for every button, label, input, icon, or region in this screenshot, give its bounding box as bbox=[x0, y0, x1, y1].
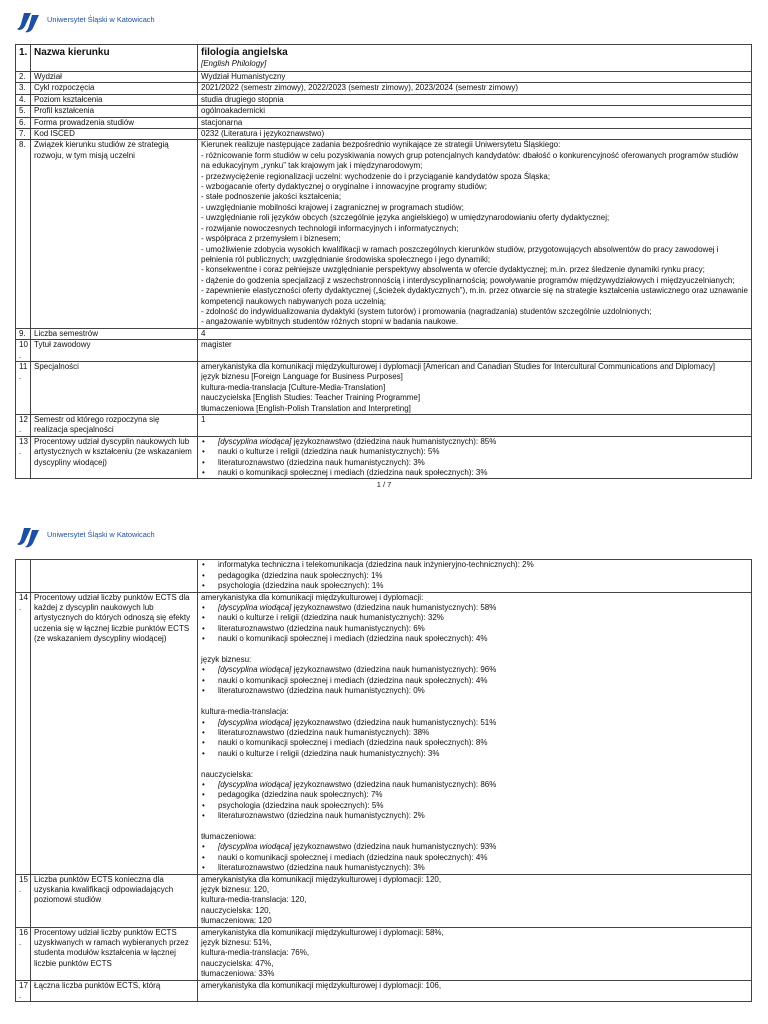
discipline-text: językoznawstwo (dziedzina nauk humanistycznych): 58% bbox=[291, 603, 497, 613]
strategy-line: - przezwyciężenie regionalizacji uczelni: wychodzenie do i przyciąganie kandydatów spoza Śląska; bbox=[201, 171, 551, 181]
discipline-text: literaturoznawstwo (dziedzina nauk humanistycznych): 38% bbox=[218, 727, 430, 737]
program-table-page-2 bbox=[15, 559, 752, 1002]
lead-discipline-tag: [dyscyplina wiodąca] bbox=[218, 603, 292, 613]
list-item bbox=[201, 749, 748, 759]
list-item bbox=[201, 842, 748, 852]
lead-discipline-tag: [dyscyplina wiodąca] bbox=[218, 842, 292, 852]
table-row bbox=[16, 83, 752, 94]
discipline-text: psychologia (dziedzina nauk społecznych): 5% bbox=[218, 800, 384, 810]
table-row bbox=[16, 328, 752, 339]
row-label: Procentowy udział liczby punktów ECTS uzyskiwanych w ramach wybieranych przez studenta modułów kształcenia w łącznej liczbie punktów ECTS bbox=[31, 927, 198, 980]
strategy-line: - dążenie do godzenia specjalizacji z wszechstronnością i interdyscyplinarnością; powoływanie programów międzywydziałowych i międzyuczelnianych; bbox=[201, 275, 735, 285]
list-item bbox=[201, 801, 748, 811]
university-logo-icon bbox=[16, 527, 40, 549]
program-name-cell bbox=[198, 45, 752, 72]
value-line: amerykanistyka dla komunikacji międzykulturowej i dyplomacji: 120, bbox=[201, 874, 442, 884]
page-number: 1 / 7 bbox=[376, 480, 392, 490]
table-row bbox=[16, 927, 752, 980]
discipline-text: językoznawstwo (dziedzina nauk humanistycznych): 85% bbox=[291, 436, 497, 446]
discipline-text: literaturoznawstwo (dziedzina nauk humanistycznych): 0% bbox=[218, 686, 425, 696]
table-row bbox=[16, 94, 752, 105]
page-header bbox=[0, 0, 768, 44]
row-value: magister bbox=[198, 340, 752, 362]
table-row bbox=[16, 140, 752, 328]
value-line: język biznesu: 51%, bbox=[201, 938, 272, 947]
group-title: amerykanistyka dla komunikacji międzykulturowej i dyplomacji: bbox=[201, 592, 424, 602]
table-row bbox=[16, 117, 752, 128]
row-value: 2021/2022 (semestr zimowy), 2022/2023 (semestr zimowy), 2023/2024 (semestr zimowy) bbox=[198, 83, 752, 94]
list-item bbox=[201, 738, 748, 748]
strategy-line: - współpraca z przemysłem i biznesem; bbox=[201, 234, 341, 244]
lead-discipline-tag: [dyscyplina wiodąca] bbox=[218, 436, 292, 446]
discipline-text: nauki o kulturze i religii (dziedzina nauk humanistycznych): 32% bbox=[218, 613, 444, 623]
list-item bbox=[201, 560, 748, 570]
row-label: Profil kształcenia bbox=[31, 106, 198, 117]
table-row bbox=[16, 415, 752, 437]
program-name-english: [English Philology] bbox=[201, 59, 267, 68]
discipline-text: literaturoznawstwo (dziedzina nauk humanistycznych): 3% bbox=[218, 863, 425, 873]
row-number: 4. bbox=[16, 94, 31, 105]
row-label: Forma prowadzenia studiów bbox=[31, 117, 198, 128]
value-line: tłumaczeniowa: 120 bbox=[201, 916, 272, 926]
table-row bbox=[16, 106, 752, 117]
list-item bbox=[201, 624, 748, 634]
strategy-line: - wzbogacanie oferty dydaktycznej o oryginalne i innowacyjne programy studiów; bbox=[201, 182, 487, 192]
table-row bbox=[16, 129, 752, 140]
specialization: tłumaczeniowa [English-Polish Translation and Interpreting] bbox=[201, 403, 411, 413]
row-number: 10. bbox=[16, 340, 31, 362]
discipline-text: nauki o komunikacji społecznej i mediach (dziedzina nauk społecznych): 3% bbox=[218, 468, 488, 478]
discipline-text: językoznawstwo (dziedzina nauk humanistycznych): 96% bbox=[291, 665, 497, 675]
strategy-line: - zapewnienie elastyczności oferty dydaktycznej („ścieżek dydaktycznych”), m.in. przez otwarcie się na strategie kształcenia ustawicznego oraz uznawanie kompetencji naukowych nabywanych poza uczelnią; bbox=[201, 286, 748, 306]
specialization: amerykanistyka dla komunikacji międzykulturowej i dyplomacji [American and Canadian Studies for Intercultural Communications and Diplomacy] bbox=[201, 361, 716, 371]
table-row bbox=[16, 436, 752, 479]
ects-totals bbox=[198, 874, 752, 927]
strategy-line: Kierunek realizuje następujące zadania bezpośrednio wynikające ze strategii Uniwersytetu Śląskiego: bbox=[201, 140, 561, 150]
table-row bbox=[16, 340, 752, 362]
table-row bbox=[16, 980, 752, 1002]
row-number: 17. bbox=[16, 980, 31, 1002]
page-header bbox=[0, 515, 768, 559]
strategy-line: - konsekwentne i coraz pełniejsze uwzględnianie perspektywy absolwenta w ofercie dydaktycznej; m.in. przez śledzenie dynamiki rynku pracy; bbox=[201, 265, 705, 275]
list-item bbox=[201, 447, 748, 457]
strategy-line: - uwzględnianie roli języków obcych (szczególnie języka angielskiego) w umiędzynarodowianiu oferty dydaktycznej; bbox=[201, 213, 610, 223]
strategy-line: - angażowanie wybitnych studentów różnych stopni w badania naukowe. bbox=[201, 317, 459, 327]
list-item bbox=[201, 728, 748, 738]
row-number: 2. bbox=[16, 72, 31, 83]
university-name: Uniwersytet Śląski w Katowicach bbox=[47, 530, 155, 540]
group-title: kultura-media-translacja: bbox=[201, 707, 289, 717]
row-value: 1 bbox=[198, 415, 752, 437]
disciplines-list-continued bbox=[198, 560, 752, 592]
discipline-text: pedagogika (dziedzina nauk społecznych): 7% bbox=[218, 790, 383, 800]
strategy-line: - uwzględnianie mobilności krajowej i zagranicznej w programach studiów; bbox=[201, 202, 464, 212]
lead-discipline-tag: [dyscyplina wiodąca] bbox=[218, 717, 292, 727]
table-row bbox=[16, 45, 752, 72]
specialization: nauczycielska [English Studies: Teacher Training Programme] bbox=[201, 393, 421, 403]
disciplines-list bbox=[198, 436, 752, 479]
table-row bbox=[16, 560, 752, 592]
row-number: 3. bbox=[16, 83, 31, 94]
row-number: 1. bbox=[16, 45, 31, 72]
discipline-text: nauki o kulturze i religii (dziedzina nauk humanistycznych): 3% bbox=[218, 748, 440, 758]
row-number: 7. bbox=[16, 129, 31, 140]
table-row bbox=[16, 592, 752, 874]
discipline-text: literaturoznawstwo (dziedzina nauk humanistycznych): 6% bbox=[218, 623, 425, 633]
discipline-text: informatyka techniczna i telekomunikacja (dziedzina nauk inżynieryjno-technicznych): 2% bbox=[218, 560, 534, 570]
row-label: Cykl rozpoczęcia bbox=[31, 83, 198, 94]
row-number: 15. bbox=[16, 874, 31, 927]
group-title: nauczycielska: bbox=[201, 769, 254, 779]
row-value: stacjonarna bbox=[198, 117, 752, 128]
list-item bbox=[201, 811, 748, 821]
list-item bbox=[201, 571, 748, 581]
row-number: 8. bbox=[16, 140, 31, 328]
row-value: studia drugiego stopnia bbox=[198, 94, 752, 105]
specializations-list bbox=[198, 361, 752, 414]
value-line: amerykanistyka dla komunikacji międzykulturowej i dyplomacji: 106, bbox=[201, 980, 442, 990]
row-label: Liczba semestrów bbox=[31, 328, 198, 339]
discipline-text: pedagogika (dziedzina nauk społecznych): 1% bbox=[218, 570, 383, 580]
list-item bbox=[201, 718, 748, 728]
discipline-text: nauki o komunikacji społecznej i mediach (dziedzina nauk społecznych): 4% bbox=[218, 675, 488, 685]
specialization: język biznesu [Foreign Language for Business Purposes] bbox=[201, 372, 403, 382]
row-value: 0232 (Literatura i językoznawstwo) bbox=[198, 129, 752, 140]
program-name: filologia angielska bbox=[201, 47, 288, 58]
row-label: Liczba punktów ECTS konieczna dla uzyskania kwalifikacji odpowiadających poziomowi studiów bbox=[31, 874, 198, 927]
value-line: kultura-media-translacja: 76%, bbox=[201, 948, 310, 958]
list-item bbox=[201, 780, 748, 790]
strategy-line: - zdolność do indywidualizowania dydaktyki (system tutorów) i promowania (nagradzania) studentów szczególnie uzdolnionych; bbox=[201, 306, 652, 316]
strategy-line: - różnicowanie form studiów w celu pozyskiwania nowych grup potencjalnych kandydatów: dbałość o konkurencyjność oferowanych programów studiów na edukacyjnym „rynku” tak krajowym jak i międzynarodowym; bbox=[201, 150, 739, 171]
row-label: Tytuł zawodowy bbox=[31, 340, 198, 362]
strategy-line: - rozwijanie nowoczesnych technologii informacyjnych i informatycznych; bbox=[201, 223, 459, 233]
row-value: ogólnoakademicki bbox=[198, 106, 752, 117]
discipline-text: językoznawstwo (dziedzina nauk humanistycznych): 51% bbox=[291, 717, 497, 727]
list-item bbox=[201, 853, 748, 863]
row-label: Kod ISCED bbox=[31, 129, 198, 140]
row-label: Procentowy udział liczby punktów ECTS dla każdej z dyscyplin naukowych lub artystycznych do których odnoszą się efekty uczenia się w łącznej liczbie punktów ECTS (ze wskazaniem dyscypliny wiodącej) bbox=[31, 592, 198, 874]
row-number: 16. bbox=[16, 927, 31, 980]
strategy-line: - stałe podnoszenie jakości kształcenia; bbox=[201, 192, 342, 202]
row-number: 6. bbox=[16, 117, 31, 128]
university-name: Uniwersytet Śląski w Katowicach bbox=[47, 15, 155, 24]
strategy-line: - umożliwienie zdobycia wysokich kwalifikacji w ramach poszczególnych kierunków studiów, przygotowujących absolwentów do pracy zawodowej i pełnienia ról publicznych; uwzględnianie środowiska społecznego i jego dynamiki; bbox=[201, 244, 719, 264]
list-item bbox=[201, 686, 748, 696]
row-number: 9. bbox=[16, 328, 31, 339]
group-title: tłumaczeniowa: bbox=[201, 831, 257, 841]
discipline-text: nauki o komunikacji społecznej i mediach (dziedzina nauk społecznych): 4% bbox=[218, 634, 488, 644]
elective-ects bbox=[198, 927, 752, 980]
table-row bbox=[16, 874, 752, 927]
list-item bbox=[201, 676, 748, 686]
ects-disciplines bbox=[198, 592, 752, 874]
discipline-text: nauki o komunikacji społecznej i mediach (dziedzina nauk społecznych): 4% bbox=[218, 852, 488, 862]
row-label: Związek kierunku studiów ze strategią rozwoju, w tym misją uczelni bbox=[31, 140, 198, 328]
list-item bbox=[201, 603, 748, 613]
row-label: Specjalności bbox=[31, 361, 198, 414]
strategy-text bbox=[198, 140, 752, 328]
row-label: Nazwa kierunku bbox=[31, 45, 198, 72]
value-line: amerykanistyka dla komunikacji międzykulturowej i dyplomacji: 58%, bbox=[201, 927, 444, 937]
list-item bbox=[201, 458, 748, 468]
row-number: 5. bbox=[16, 106, 31, 117]
lead-discipline-tag: [dyscyplina wiodąca] bbox=[218, 665, 292, 675]
total-ects bbox=[198, 980, 752, 1002]
row-value: 4 bbox=[198, 328, 752, 339]
value-line: język biznesu: 120, bbox=[201, 884, 270, 894]
table-row bbox=[16, 72, 752, 83]
program-table-page-1 bbox=[15, 44, 752, 479]
discipline-text: językoznawstwo (dziedzina nauk humanistycznych): 86% bbox=[291, 779, 497, 789]
value-line: tłumaczeniowa: 33% bbox=[201, 969, 275, 979]
row-label: Wydział bbox=[31, 72, 198, 83]
value-line: nauczycielska: 47%, bbox=[201, 958, 274, 968]
row-value: Wydział Humanistyczny bbox=[198, 72, 752, 83]
row-number: 12. bbox=[16, 415, 31, 437]
list-item bbox=[201, 581, 748, 591]
row-number: 14. bbox=[16, 592, 31, 874]
discipline-text: psychologia (dziedzina nauk społecznych): 1% bbox=[218, 581, 384, 591]
row-label: Semestr od którego rozpoczyna się realizacja specjalności bbox=[31, 415, 198, 437]
discipline-text: nauki o kulturze i religii (dziedzina nauk humanistycznych): 5% bbox=[218, 447, 440, 457]
row-label: Procentowy udział dyscyplin naukowych lub artystycznych w kształceniu (ze wskazaniem dyscypliny wiodącej) bbox=[31, 436, 198, 479]
list-item bbox=[201, 665, 748, 675]
row-label: Łączna liczba punktów ECTS, którą bbox=[31, 980, 198, 1002]
value-line: kultura-media-translacja: 120, bbox=[201, 895, 307, 905]
list-item bbox=[201, 613, 748, 623]
list-item bbox=[201, 790, 748, 800]
discipline-text: językoznawstwo (dziedzina nauk humanistycznych): 93% bbox=[291, 842, 497, 852]
university-logo-icon bbox=[16, 12, 40, 34]
discipline-text: literaturoznawstwo (dziedzina nauk humanistycznych): 2% bbox=[218, 811, 425, 821]
list-item bbox=[201, 468, 748, 478]
row-number: 13. bbox=[16, 436, 31, 479]
list-item bbox=[201, 863, 748, 873]
table-row bbox=[16, 361, 752, 414]
group-title: język biznesu: bbox=[201, 655, 252, 665]
list-item bbox=[201, 634, 748, 644]
discipline-text: literaturoznawstwo (dziedzina nauk humanistycznych): 3% bbox=[218, 457, 425, 467]
list-item bbox=[201, 437, 748, 447]
row-number: 11. bbox=[16, 361, 31, 414]
discipline-text: nauki o komunikacji społecznej i mediach (dziedzina nauk społecznych): 8% bbox=[218, 738, 488, 748]
specialization: kultura-media-translacja [Culture-Media-Translation] bbox=[201, 382, 386, 392]
value-line: nauczycielska: 120, bbox=[201, 905, 271, 915]
row-label: Poziom kształcenia bbox=[31, 94, 198, 105]
lead-discipline-tag: [dyscyplina wiodąca] bbox=[218, 779, 292, 789]
